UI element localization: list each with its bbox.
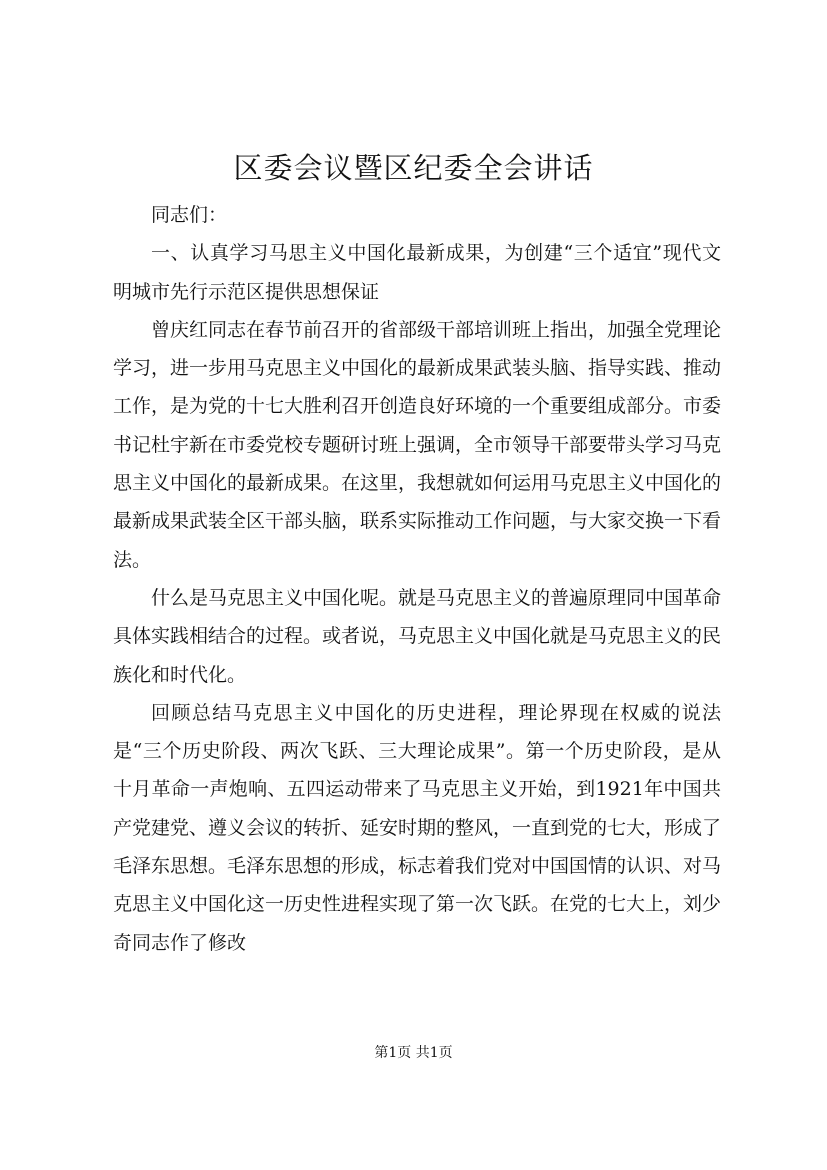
paragraph-body: 回顾总结马克思主义中国化的历史进程，理论界现在权威的说法是“三个历史阶段、两次飞跃、三大理论成果”。第一个历史阶段，是从十月革命一声炮响、五四运动带来了马克思主义开始，到1921年中国共产党建党、遵义会议的转折、延安时期的整风，一直到党的七大，形成了毛泽东思想。毛泽东思想的形成，标志着我们党对中国国情的认识、对马克思主义中国化这一历史性进程实现了第一次飞跃。在党的七大上，刘少奇同志作了修改 bbox=[113, 701, 722, 954]
paragraph-section-heading: 一、认真学习马思主义中国化最新成果，为创建“三个适宜”现代文明城市先行示范区提供思想保证 bbox=[113, 242, 721, 303]
paragraph-salutation: 同志们： bbox=[151, 204, 228, 226]
document-body bbox=[113, 196, 721, 962]
paragraph-body: 曾庆红同志在春节前召开的省部级干部培训班上指出，加强全党理论学习，进一步用马克思主义中国化的最新成果武装头脑、指导实践、推动工作，是为党的十七大胜利召开创造良好环境的一个重要组成部分。市委书记杜宇新在市委党校专题研讨班上强调，全市领导干部要带头学习马克思主义中国化的最新成果。在这里，我想就如何运用马克思主义中国化的最新成果武装全区干部头脑，联系实际推动工作问题，与大家交换一下看法。 bbox=[113, 318, 722, 571]
document-title: 区委会议暨区纪委全会讲话 bbox=[233, 151, 594, 185]
paragraph-body: 什么是马克思主义中国化呢。就是马克思主义的普遍原理同中国革命具体实践相结合的过程。或者说，马克思主义中国化就是马克思主义的民族化和时代化。 bbox=[113, 586, 722, 686]
page-footer: 第1页 共1页 bbox=[374, 1045, 453, 1061]
